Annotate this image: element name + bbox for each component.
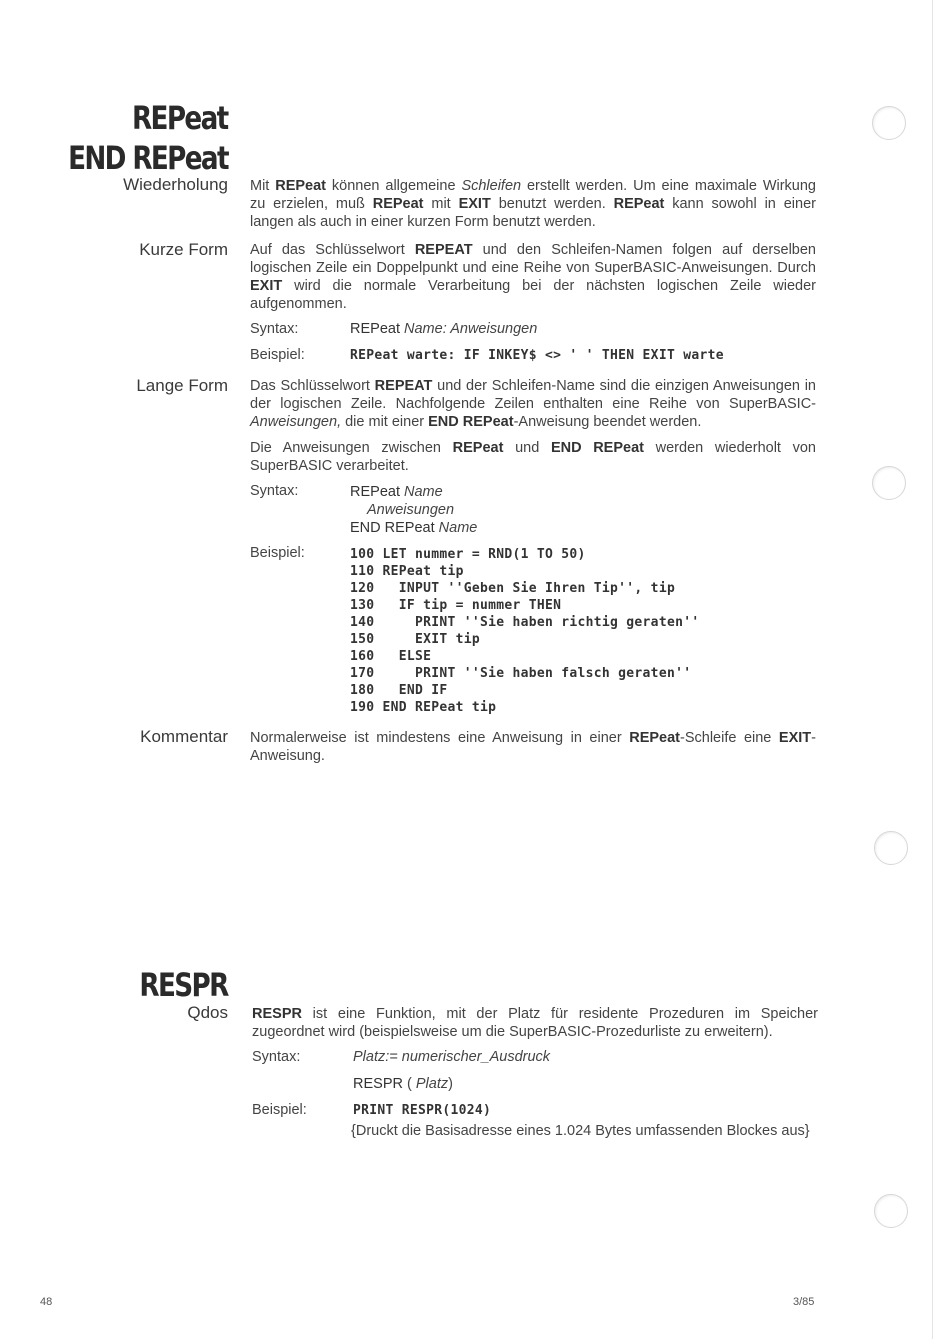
keyword: EXIT — [778, 730, 812, 746]
respr-syntax-line-1: Platz:= numerischer_Ausdruck — [353, 1049, 551, 1065]
section-subtitle-wiederholung: Wiederholung — [123, 175, 228, 194]
text-segment: Normalerweise ist mindestens eine Anweisung in einer — [250, 730, 630, 746]
text-segment: und der Schleifen-Name sind die einzigen Anweisungen in der logischen Zeile. Nachfolgende Zeilen enthalten eine Reihe von SuperBASIC- — [250, 378, 816, 412]
section-title-repeat: REPeat — [132, 99, 228, 137]
lange-beispiel-label: Beispiel: — [250, 545, 305, 561]
text-segment: Auf das Schlüsselwort — [250, 242, 415, 258]
text-segment: mit — [423, 196, 459, 212]
section-title-respr: RESPR — [139, 966, 228, 1004]
respr-example-comment: {Druckt die Basisadresse eines 1.024 Bytes umfassenden Blockes aus} — [351, 1123, 810, 1139]
lange-syntax — [350, 483, 477, 537]
code-line: 110 REPeat tip — [350, 564, 464, 579]
kurze-syntax-keyword: REPeat — [350, 321, 400, 337]
kurze-syntax-args: Name: Anweisungen — [404, 321, 538, 337]
italic-term: Anweisungen, — [250, 414, 342, 430]
binder-hole — [872, 466, 906, 500]
respr-paragraph — [252, 1005, 818, 1041]
binder-hole — [874, 831, 908, 865]
code-line: 180 END IF — [350, 683, 448, 698]
text-segment: und — [503, 440, 551, 456]
label-lange-form: Lange Form — [136, 376, 228, 395]
respr-example-code: PRINT RESPR(1024) — [353, 1103, 492, 1118]
lange-syntax-line-3 — [350, 519, 477, 537]
text-segment: Mit — [250, 178, 276, 194]
text-segment: wird die normale Verarbeitung bei der nächsten logischen Zeile wieder aufgenommen. — [250, 278, 816, 312]
lange-form-paragraph-2 — [250, 439, 816, 475]
lange-syntax-kw-1: REPeat — [350, 484, 400, 500]
italic-term: Schleifen — [461, 178, 522, 194]
code-line: 140 PRINT ''Sie haben richtig geraten'' — [350, 615, 700, 630]
respr-syntax-keyword: RESPR — [353, 1076, 403, 1092]
kurze-syntax-label: Syntax: — [250, 321, 299, 337]
keyword: REPeat — [629, 730, 680, 746]
text-segment: benutzt werden. — [490, 196, 614, 212]
code-line: 130 IF tip = nummer THEN — [350, 598, 562, 613]
page-date: 3/85 — [793, 1296, 815, 1308]
code-line: 160 ELSE — [350, 649, 432, 664]
keyword: REPeat — [275, 178, 327, 194]
text-segment: -Schleife eine — [680, 730, 779, 746]
text-segment: können allgemeine — [326, 178, 462, 194]
text-segment: die mit einer — [341, 414, 429, 430]
section-title-end-repeat: END REPeat — [68, 139, 228, 177]
code-line: 190 END REPeat tip — [350, 700, 497, 715]
label-kurze-form: Kurze Form — [139, 240, 228, 259]
keyword: END REPeat — [550, 440, 644, 456]
keyword: REPeat — [452, 440, 504, 456]
keyword: END REPeat — [428, 414, 514, 430]
page-number: 48 — [40, 1296, 53, 1308]
text-segment: Das Schlüsselwort — [250, 378, 375, 394]
page-edge-line — [932, 0, 933, 1339]
code-line: 120 INPUT ''Geben Sie Ihren Tip'', tip — [350, 581, 676, 596]
text-segment: Die Anweisungen zwischen — [250, 440, 453, 456]
lange-syntax-kw-3: END REPeat — [350, 520, 435, 536]
lange-syntax-line-1 — [350, 483, 477, 501]
code-line: 100 LET nummer = RND(1 TO 50) — [350, 547, 586, 562]
kurze-beispiel-label: Beispiel: — [250, 347, 305, 363]
lange-syntax-it-1: Name — [404, 484, 443, 500]
respr-syntax-line-2 — [353, 1076, 453, 1092]
respr-syntax-label: Syntax: — [252, 1049, 301, 1065]
lange-form-paragraph-1 — [250, 377, 816, 431]
text-segment: und den Schleifen-Namen folgen auf derselben logischen Zeile ein Doppelpunkt und eine Reihe von SuperBASIC-Anweisungen. Durch — [250, 242, 816, 276]
code-line: 150 EXIT tip — [350, 632, 481, 647]
code-line: 170 PRINT ''Sie haben falsch geraten'' — [350, 666, 692, 681]
text-segment: erstellt werden. Um eine maximale Wirkung zu erzielen, muß — [250, 178, 816, 212]
label-kommentar: Kommentar — [140, 727, 228, 746]
kurze-example-code: REPeat warte: IF INKEY$ <> ' ' THEN EXIT warte — [350, 348, 724, 363]
keyword: REPEAT — [414, 242, 473, 258]
text-segment: ist eine Funktion, mit der Platz für residente Prozeduren im Speicher zugeordnet wird (beispielsweise um die SuperBASIC-Prozedurliste zu erweitern). — [252, 1006, 818, 1040]
keyword: REPEAT — [374, 378, 433, 394]
text-segment: -Anweisung beendet werden. — [513, 414, 702, 430]
respr-syntax-open: ( — [402, 1076, 416, 1092]
respr-syntax-close: ) — [448, 1076, 453, 1092]
text-segment: -Anweisung. — [250, 730, 816, 764]
kurze-syntax — [350, 321, 537, 337]
lange-syntax-it-3: Name — [438, 520, 478, 536]
lange-syntax-line-2 — [350, 501, 477, 519]
keyword: EXIT — [458, 196, 491, 212]
keyword: EXIT — [250, 278, 283, 294]
lange-syntax-label: Syntax: — [250, 483, 299, 499]
kommentar-paragraph — [250, 729, 816, 765]
keyword: RESPR — [252, 1006, 302, 1022]
respr-beispiel-label: Beispiel: — [252, 1102, 307, 1118]
lange-syntax-it-2: Anweisungen — [367, 502, 455, 518]
keyword: REPeat — [372, 196, 424, 212]
respr-syntax-arg: Platz — [415, 1076, 449, 1092]
text-segment: kann sowohl in einer langen als auch in einer kurzen Form benutzt werden. — [250, 196, 816, 230]
section-subtitle-qdos: Qdos — [187, 1003, 228, 1022]
binder-hole — [874, 1194, 908, 1228]
binder-hole — [872, 106, 906, 140]
intro-paragraph — [250, 177, 816, 231]
keyword: REPeat — [613, 196, 665, 212]
text-segment: werden wiederholt von SuperBASIC verarbeitet. — [250, 440, 816, 474]
kurze-form-paragraph — [250, 241, 816, 313]
